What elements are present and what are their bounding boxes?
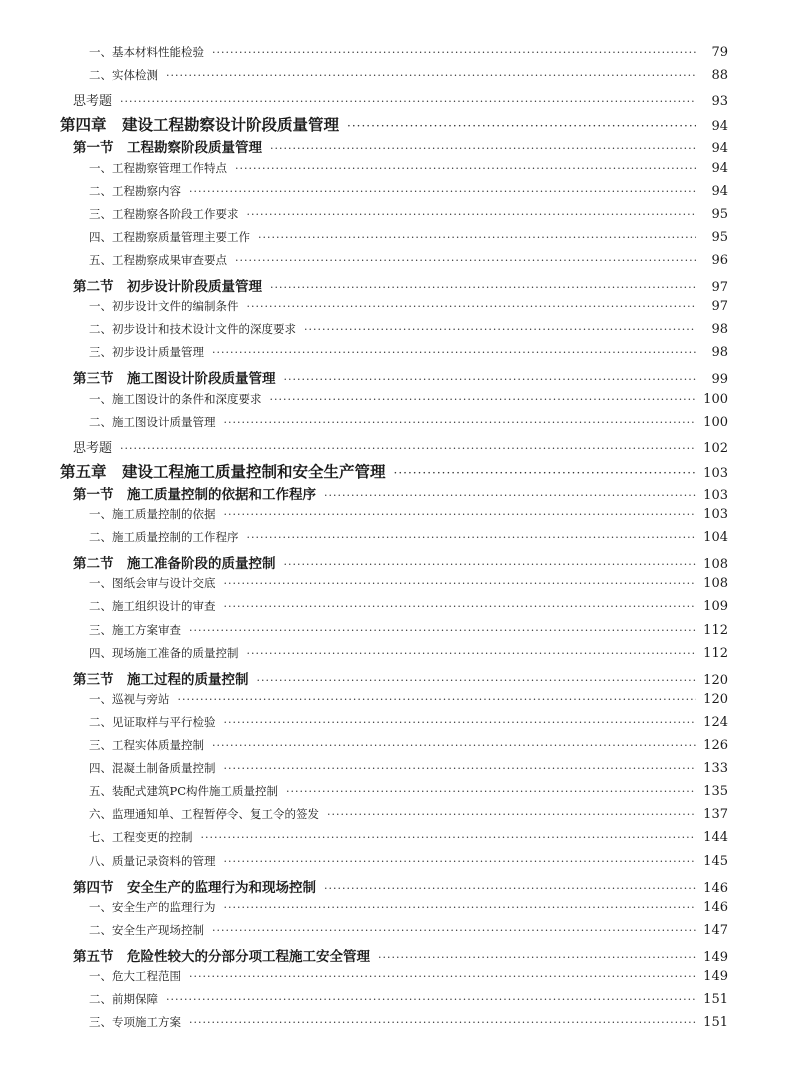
toc-page-number: 108 bbox=[703, 557, 728, 573]
toc-page-number: 144 bbox=[703, 830, 728, 846]
toc-entry-title: 第五节 危险性较大的分部分项工程施工安全管理 bbox=[73, 948, 370, 965]
toc-item-row bbox=[0, 806, 790, 822]
toc-item-row bbox=[0, 298, 790, 314]
toc-entry-title: 二、施工组织设计的审查 bbox=[89, 599, 216, 614]
toc-page-number: 147 bbox=[703, 922, 728, 938]
dot-leader bbox=[212, 46, 696, 59]
toc-entry-title: 第三节 施工图设计阶段质量管理 bbox=[73, 371, 276, 388]
toc-page-number: 109 bbox=[703, 599, 728, 615]
dot-leader bbox=[304, 323, 696, 336]
dot-leader bbox=[224, 508, 697, 521]
toc-entry-title: 第一节 施工质量控制的依据和工作程序 bbox=[73, 486, 316, 503]
toc-page-number: 149 bbox=[703, 969, 728, 984]
toc-entry-title: 二、安全生产现场控制 bbox=[89, 922, 204, 937]
toc-item-row bbox=[0, 829, 790, 845]
toc-page-number: 151 bbox=[703, 992, 728, 1008]
toc-entry-title: 三、施工方案审查 bbox=[89, 622, 181, 637]
toc-page-number: 145 bbox=[703, 853, 728, 869]
toc-entry-title: 三、工程实体质量控制 bbox=[89, 738, 204, 752]
toc-entry-title: 四、工程勘察质量管理主要工作 bbox=[89, 229, 250, 244]
dot-leader bbox=[189, 1016, 696, 1029]
toc-page-number: 104 bbox=[703, 530, 728, 546]
toc-item-row bbox=[0, 160, 790, 176]
toc-entry-title: 一、安全生产的监理行为 bbox=[89, 899, 216, 914]
dot-leader bbox=[247, 647, 697, 660]
toc-entry-title: 一、巡视与旁站 bbox=[89, 691, 170, 706]
dot-leader bbox=[235, 254, 696, 267]
toc-section-row bbox=[0, 275, 790, 295]
dot-leader bbox=[284, 558, 697, 571]
dot-leader bbox=[378, 951, 696, 964]
toc-page-number: 112 bbox=[703, 645, 728, 661]
toc-item-row bbox=[0, 414, 790, 430]
toc-entry-title: 二、初步设计和技术设计文件的深度要求 bbox=[89, 322, 296, 337]
toc-entry-title: 四、混凝土制备质量控制 bbox=[89, 761, 216, 776]
toc-page-number: 146 bbox=[703, 899, 728, 915]
toc-page-number: 108 bbox=[703, 576, 728, 592]
toc-entry-title: 第二节 初步设计阶段质量管理 bbox=[73, 279, 262, 295]
dot-leader bbox=[224, 762, 697, 775]
toc-section-row bbox=[0, 552, 790, 572]
toc-entry-title: 四、现场施工准备的质量控制 bbox=[89, 645, 239, 660]
toc-section-row bbox=[0, 668, 790, 688]
dot-leader bbox=[327, 808, 696, 821]
toc-page-number: 135 bbox=[703, 784, 728, 800]
dot-leader bbox=[212, 346, 696, 359]
toc-page-number: 126 bbox=[703, 738, 728, 753]
toc-entry-title: 一、危大工程范围 bbox=[89, 969, 181, 983]
dot-leader bbox=[286, 785, 696, 798]
toc-chapter-row bbox=[0, 460, 790, 482]
toc-entry-title: 一、工程勘察管理工作特点 bbox=[89, 160, 227, 175]
toc-section-row bbox=[0, 136, 790, 156]
toc-page-number: 97 bbox=[711, 299, 728, 315]
dot-leader bbox=[347, 119, 696, 133]
toc-entry-title: 二、工程勘察内容 bbox=[89, 183, 181, 198]
toc-entry-title: 一、基本材料性能检验 bbox=[89, 45, 204, 59]
dot-leader bbox=[235, 162, 696, 175]
toc-page-number: 120 bbox=[703, 672, 728, 688]
toc-item-row bbox=[0, 206, 790, 222]
dot-leader bbox=[257, 674, 697, 687]
toc-section-row bbox=[0, 367, 790, 387]
toc-page-number: 96 bbox=[711, 252, 728, 268]
dot-leader bbox=[270, 281, 696, 294]
toc-page-number: 98 bbox=[711, 322, 728, 338]
dot-leader bbox=[247, 208, 697, 221]
dot-leader bbox=[324, 489, 696, 502]
toc-review-row bbox=[0, 437, 790, 456]
toc-page-number: 124 bbox=[703, 714, 728, 730]
toc-item-row bbox=[0, 714, 790, 730]
dot-leader bbox=[270, 142, 696, 155]
toc-page-number: 88 bbox=[711, 68, 728, 84]
dot-leader bbox=[189, 185, 696, 198]
toc-entry-title: 第二节 施工准备阶段的质量控制 bbox=[73, 556, 276, 573]
dot-leader bbox=[212, 924, 696, 937]
dot-leader bbox=[224, 416, 697, 429]
toc-page-number: 94 bbox=[711, 183, 728, 199]
toc-item-row bbox=[0, 506, 790, 522]
toc-page-number: 95 bbox=[711, 206, 728, 222]
dot-leader bbox=[258, 231, 696, 244]
toc-entry-title: 一、施工图设计的条件和深度要求 bbox=[89, 391, 262, 406]
toc-entry-title: 七、工程变更的控制 bbox=[89, 830, 193, 845]
toc-entry-title: 八、质量记录资料的管理 bbox=[89, 853, 216, 868]
toc-page-number: 95 bbox=[711, 229, 728, 245]
toc-page-number: 93 bbox=[711, 94, 728, 110]
dot-leader bbox=[284, 373, 697, 386]
dot-leader bbox=[178, 693, 697, 706]
toc-page-number: 100 bbox=[703, 414, 728, 430]
dot-leader bbox=[166, 993, 696, 1006]
toc-page-number: 103 bbox=[703, 507, 728, 522]
toc-page-number: 146 bbox=[703, 880, 728, 896]
toc-page-number: 133 bbox=[703, 761, 728, 777]
dot-leader bbox=[394, 466, 696, 480]
toc-item-row bbox=[0, 391, 790, 407]
toc-entry-title: 二、施工质量控制的工作程序 bbox=[89, 530, 239, 545]
toc-item-row bbox=[0, 67, 790, 83]
toc-entry-title: 二、前期保障 bbox=[89, 992, 158, 1007]
toc-page-number: 103 bbox=[703, 487, 728, 503]
toc-review-row bbox=[0, 90, 790, 109]
toc-entry-title: 六、监理通知单、工程暂停令、复工令的签发 bbox=[89, 807, 319, 822]
dot-leader bbox=[166, 69, 696, 82]
toc-page-number: 151 bbox=[703, 1015, 728, 1031]
toc-entry-title: 一、初步设计文件的编制条件 bbox=[89, 299, 239, 314]
dot-leader bbox=[224, 901, 697, 914]
dot-leader bbox=[224, 855, 697, 868]
toc-item-row bbox=[0, 968, 790, 984]
toc-page-number: 94 bbox=[711, 160, 728, 176]
toc-item-row bbox=[0, 183, 790, 199]
toc-entry-title: 第五章 建设工程施工质量控制和安全生产管理 bbox=[60, 461, 386, 481]
toc-page-number: 112 bbox=[703, 622, 728, 638]
toc-item-row bbox=[0, 691, 790, 707]
toc-item-row bbox=[0, 922, 790, 938]
toc-item-row bbox=[0, 760, 790, 776]
toc-page-number: 79 bbox=[711, 45, 728, 60]
dot-leader bbox=[212, 739, 696, 752]
toc-entry-title: 五、装配式建筑PC构件施工质量控制 bbox=[89, 784, 279, 799]
toc-item-row bbox=[0, 645, 790, 661]
toc-item-row bbox=[0, 899, 790, 915]
toc-page-number: 102 bbox=[703, 440, 728, 456]
toc-item-row bbox=[0, 229, 790, 245]
dot-leader bbox=[324, 882, 696, 895]
dot-leader bbox=[247, 531, 697, 544]
toc-entry-title: 思考题 bbox=[73, 440, 113, 456]
toc-item-row bbox=[0, 321, 790, 337]
toc-entry-title: 二、施工图设计质量管理 bbox=[89, 414, 216, 429]
toc-page-number: 98 bbox=[711, 345, 728, 361]
toc-item-row bbox=[0, 529, 790, 545]
toc-page-number: 100 bbox=[703, 391, 728, 407]
toc-item-row bbox=[0, 252, 790, 268]
toc-item-row bbox=[0, 783, 790, 799]
toc-section-row bbox=[0, 483, 790, 503]
toc-item-row bbox=[0, 44, 790, 60]
toc-entry-title: 第四章 建设工程勘察设计阶段质量管理 bbox=[60, 115, 340, 135]
toc-entry-title: 第一节 工程勘察阶段质量管理 bbox=[73, 140, 262, 157]
dot-leader bbox=[201, 831, 697, 844]
toc-entry-title: 五、工程勘察成果审查要点 bbox=[89, 252, 227, 267]
toc-item-row bbox=[0, 1014, 790, 1030]
toc-page-number: 94 bbox=[711, 119, 728, 135]
toc-page-number: 120 bbox=[703, 691, 728, 707]
toc-item-row bbox=[0, 598, 790, 614]
toc-page-number: 97 bbox=[711, 280, 728, 295]
dot-leader bbox=[224, 716, 697, 729]
toc-entry-title: 一、施工质量控制的依据 bbox=[89, 507, 216, 521]
toc-page-number: 94 bbox=[711, 141, 728, 157]
dot-leader bbox=[120, 95, 696, 108]
toc-entry-title: 第三节 施工过程的质量控制 bbox=[73, 671, 249, 688]
dot-leader bbox=[120, 442, 696, 455]
toc-item-row bbox=[0, 737, 790, 753]
toc-page-number: 149 bbox=[703, 949, 728, 965]
toc-item-row bbox=[0, 622, 790, 638]
toc-entry-title: 三、初步设计质量管理 bbox=[89, 345, 204, 360]
dot-leader bbox=[270, 393, 697, 406]
dot-leader bbox=[189, 624, 696, 637]
dot-leader bbox=[224, 577, 697, 590]
toc-entry-title: 三、专项施工方案 bbox=[89, 1015, 181, 1030]
toc-entry-title: 二、实体检测 bbox=[89, 68, 158, 83]
toc-entry-title: 第四节 安全生产的监理行为和现场控制 bbox=[73, 879, 316, 896]
toc-entry-title: 思考题 bbox=[73, 94, 113, 110]
dot-leader bbox=[247, 300, 697, 313]
toc-item-row bbox=[0, 575, 790, 591]
toc-item-row bbox=[0, 991, 790, 1007]
toc-page-number: 99 bbox=[711, 372, 728, 388]
toc-entry-title: 三、工程勘察各阶段工作要求 bbox=[89, 206, 239, 221]
toc-section-row bbox=[0, 945, 790, 965]
toc-chapter-row bbox=[0, 113, 790, 135]
toc-page-number: 103 bbox=[703, 465, 728, 481]
dot-leader bbox=[224, 600, 697, 613]
toc-section-row bbox=[0, 876, 790, 896]
toc-item-row bbox=[0, 344, 790, 360]
toc-entry-title: 二、见证取样与平行检验 bbox=[89, 714, 216, 729]
toc-item-row bbox=[0, 853, 790, 869]
dot-leader bbox=[189, 970, 696, 983]
toc-page-number: 137 bbox=[703, 807, 728, 823]
toc-entry-title: 一、图纸会审与设计交底 bbox=[89, 576, 216, 591]
